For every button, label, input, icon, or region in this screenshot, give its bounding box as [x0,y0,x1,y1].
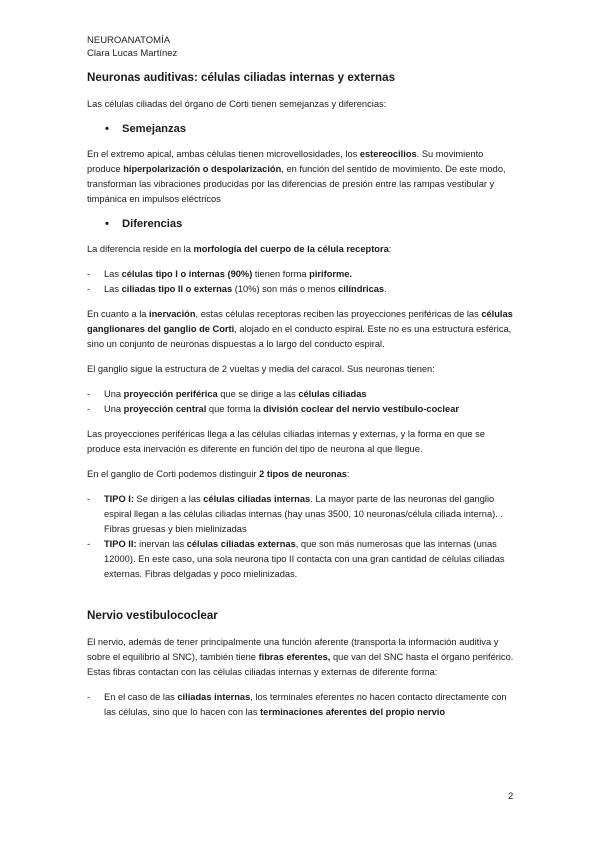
page-header [87,34,177,60]
section-title: Neuronas auditivas: células ciliadas internas y externas [87,71,396,84]
list-item: - Una proyección central que forma la división coclear del nervio vestíbulo-coclear [87,404,459,414]
list-item: - Una proyección periférica que se dirige a las células ciliadas [87,389,367,399]
tipos-paragraph: En el ganglio de Corti podemos distinguir 2 tipos de neuronas: [87,469,350,479]
nervio-list [87,690,515,720]
page-number: 2 [508,791,514,802]
semejanzas-heading [87,122,515,137]
document-body [87,70,515,730]
nervio-paragraph: El nervio, además de tener principalmente una función aferente (transporta la información auditiva y sobre el equilibrio al SNC), también tiene fibras eferentes, que van del SNC hasta el órgano periférico. Estas fibras contactan con las células ciliadas internas y externas de diferente forma: [87,637,514,677]
proyecciones-paragraph: Las proyecciones periféricas llega a las células ciliadas internas y externas, y la forma en que se produce esta inervación es diferente en función del tipo de neurona al que llegue. [87,429,485,454]
list-item: - Las células tipo I o internas (90%) tienen forma piriforme. [87,269,353,279]
ganglio-paragraph: El ganglio sigue la estructura de 2 vueltas y media del caracol. Sus neuronas tienen: [87,364,435,374]
diferencias-paragraph: La diferencia reside en la morfología del cuerpo de la célula receptora: [87,244,392,254]
ganglio-list [87,387,515,417]
list-item: - TIPO I: Se dirigen a las células ciliadas internas. La mayor parte de las neuronas del ganglio espiral llegan a las células ciliadas internas (hay unas 3500, 10 neuronas/célula ciliada interna). . Fibras gruesas y bien mielinizadas [87,494,503,534]
header-author: Clara Lucas Martínez [87,48,178,59]
bullet-icon: • [105,218,109,230]
diferencias-label: Diferencias [122,218,183,230]
list-item: - Las ciliadas tipo II o externas (10%) son más o menos cilíndricas. [87,284,387,294]
inervacion-paragraph: En cuanto a la inervación, estas células receptoras reciben las proyecciones periféricas de las células ganglionares del ganglio de Corti, alojado en el conducto espiral. Este no es una estructura esférica, sino un conjunto de neuronas dispuestas a lo largo del conducto espiral. [87,309,513,349]
diferencias-list [87,267,515,297]
bullet-icon: • [105,123,109,135]
header-subject: NEUROANATOMÍA [87,35,171,46]
tipos-list [87,492,515,582]
semejanzas-label: Semejanzas [122,123,187,135]
list-item: - TIPO II: inervan las células ciliadas externas, que son más numerosas que las internas (unas 12000). En este caso, una sola neurona tipo II contacta con una gran cantidad de células ciliadas externas. Fibras delgadas y poco mielinizadas. [87,539,505,579]
semejanzas-paragraph: En el extremo apical, ambas células tienen microvellosidades, los estereocilios. Su movimiento produce hiperpolarización o despolarización, en función del sentido de movimiento. De este modo, transforman las vibraciones producidas por las diferencias de presión entre las rampas vestibular y timpánica en impulsos eléctricos [87,149,506,204]
nervio-heading: Nervio vestibulococlear [87,609,218,622]
intro-paragraph: Las células ciliadas del órgano de Corti tienen semejanzas y diferencias: [87,99,387,109]
list-item: - En el caso de las ciliadas internas, los terminales eferentes no hacen contacto directamente con las células, sino que lo hacen con las terminaciones aferentes del propio nervio [87,692,507,717]
diferencias-heading [87,217,515,232]
